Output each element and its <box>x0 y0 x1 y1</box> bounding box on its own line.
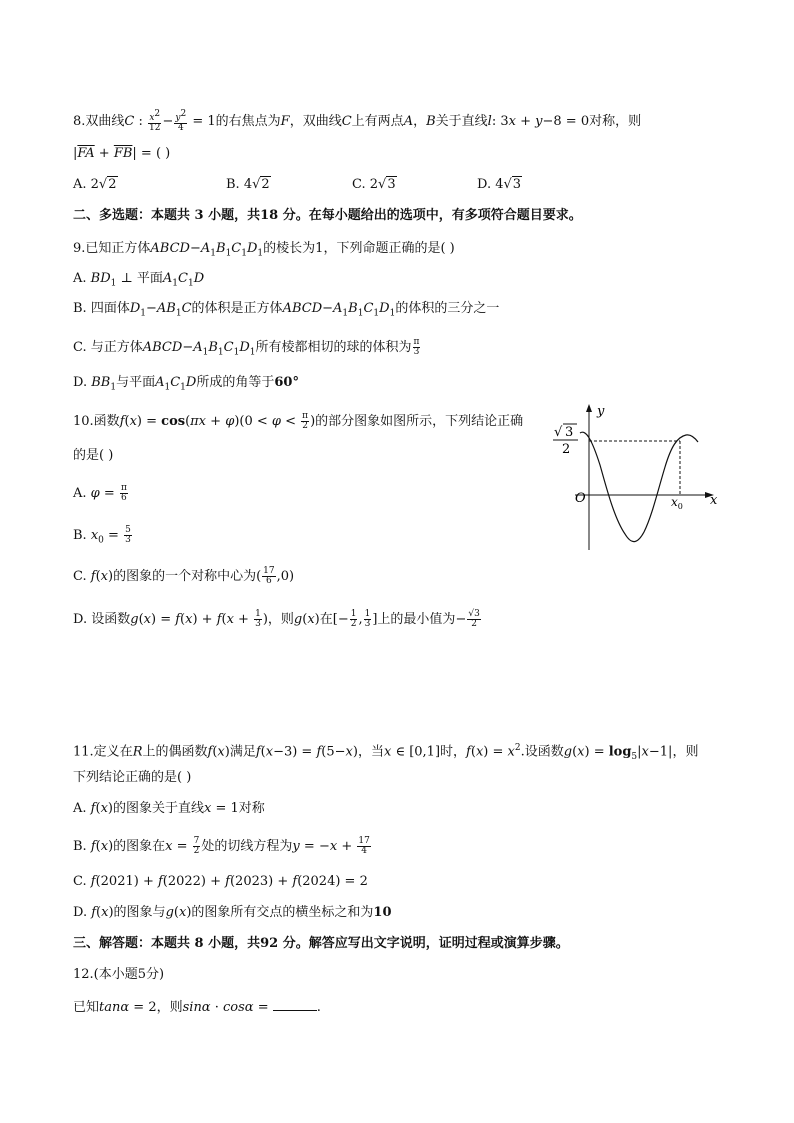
q10-option-b: B. $x_0$ = $\frac{5}{3}$ <box>73 525 131 546</box>
q11-option-d: D. f(x)的图象与g(x)的图象所有交点的横坐标之和为10 <box>73 905 392 920</box>
q9-option-a: A. $BD_1$ ⊥ 平面$A_1C_1D$ <box>73 271 205 289</box>
q11-option-b: B. f(x)的图象在x = $\frac{7}{2}$ 处的切线方程为y = −x + $\frac{17}{4}$ <box>73 836 370 856</box>
q11-stem-line1: 11.定义在R上的偶函数f(x)满足f(x−3) = f(5−x)，当x ∈ [0,1]时，$f(x) = x^2$.设函数$g(x) = \log_5|x-1|$，则 <box>73 743 699 762</box>
q9-option-d: D. $BB_1$与平面$A_1C_1D$所成的角等于60° <box>73 375 299 393</box>
q8-stem: 8.双曲线C : $\frac{x^2}{12}$ − $\frac{y^2}{4}$ = 1的右焦点为F，双曲线C上有两点A，B关于直线l: 3x + y−8 = 0对称，则 <box>73 109 642 133</box>
x0-label: $x_0$ <box>671 495 683 511</box>
x-label: x <box>710 493 718 508</box>
section-2-heading: 二、多选题：本题共 3 小题，共18 分。在每小题给出的选项中，有多项符合题目要求。 <box>73 208 582 223</box>
q9-option-b: B. 四面体$D_1-AB_1C$的体积是正方体$ABCD-A_1B_1C_1D_1$的体积的三分之一 <box>73 301 500 319</box>
q9-option-c: C. 与正方体$ABCD-A_1B_1C_1D_1$所有棱都相切的球的体积为 $\frac{\pi}{3}$ <box>73 337 420 358</box>
q8-option-a: A. 2√2 <box>73 177 117 192</box>
q8-expression: $|\overline{FA} + \overline{FB}|$ = ( ) <box>73 146 171 161</box>
q11-stem-line2: 下列结论正确的是( ) <box>73 770 192 785</box>
q12-stem: 已知tanα = 2，则sinα · cosα = . <box>73 1000 321 1015</box>
sqrt-sign: √ <box>554 425 563 440</box>
q8-option-d: D. 4√3 <box>477 177 522 192</box>
answer-blank[interactable] <box>273 998 317 1011</box>
q10-graph <box>540 400 725 552</box>
origin-label: O <box>575 491 586 506</box>
q10-stem-line2: 的是( ) <box>73 448 114 463</box>
section-3-heading: 三、解答题：本题共 8 小题，共92 分。解答应写出文字说明，证明过程或演算步骤。 <box>73 936 569 951</box>
q9-stem: 9.已知正方体$ABCD-A_1B_1C_1D_1$的棱长为1，下列命题正确的是( ) <box>73 241 455 259</box>
q10-option-a: A. φ = $\frac{\pi}{6}$ <box>73 483 127 503</box>
y-label: y <box>597 404 605 419</box>
q8-option-b: B. 4√2 <box>226 177 270 192</box>
q10-stem-line1: 10.函数f(x) = cos(πx + φ)(0 < φ < $\frac{\pi}{2}$ )的部分图象如图所示，下列结论正确 <box>73 411 524 431</box>
q12-heading: 12.(本小题5分) <box>73 967 165 982</box>
q11-option-c: C. f(2021) + f(2022) + f(2023) + f(2024) = 2 <box>73 874 368 889</box>
denominator-2: 2 <box>562 442 571 457</box>
q10-option-c: C. f(x)的图象的一个对称中心为( $\frac{17}{6}$ ,0) <box>73 566 295 586</box>
q8-option-c: C. 2√3 <box>352 177 396 192</box>
sqrt3-numerator: 3 <box>565 425 574 440</box>
q10-option-d: D. 设函数g(x) = f(x) + f(x + $\frac{1}{3}$ )，则g(x)在[− $\frac{1}{2}$ , $\frac{1}{3}$ ]上的最小值为− $\frac{√3}{2}$ <box>73 609 480 629</box>
q11-option-a: A. f(x)的图象关于直线x = 1对称 <box>73 801 265 816</box>
